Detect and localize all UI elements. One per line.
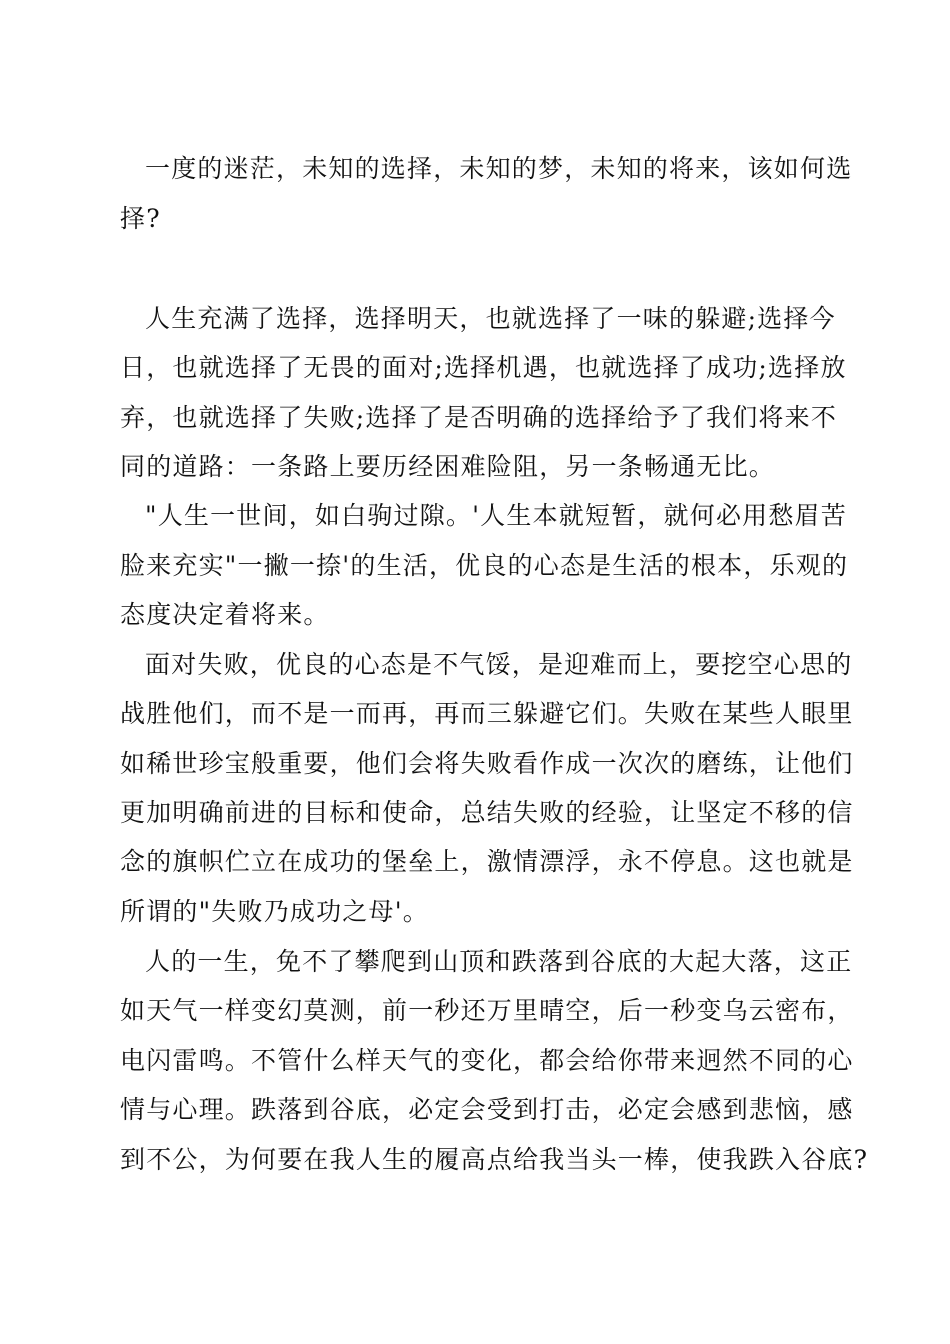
text-line: 念的旗帜伫立在成功的堡垒上，激情漂浮，永不停息。这也就是: [120, 847, 854, 876]
text-line: 择?: [120, 204, 161, 233]
text-line: 一度的迷茫，未知的选择，未知的梦，未知的将来，该如何选: [145, 154, 853, 183]
text-line: 同的道路：一条路上要历经困难险阻，另一条畅通无比。: [120, 452, 776, 481]
text-line: 如稀世珍宝般重要，他们会将失败看作成一次次的磨练，让他们: [120, 749, 854, 778]
text-line: 如天气一样变幻莫测，前一秒还万里晴空，后一秒变乌云密布，: [120, 996, 854, 1025]
text-line: 人的一生，免不了攀爬到山顶和跌落到谷底的大起大落，这正: [145, 947, 853, 976]
text-line: 日，也就选择了无畏的面对;选择机遇，也就选择了成功;选择放: [120, 353, 847, 382]
text-line: "人生一世间，如白驹过隙。'人生本就短暂，就何必用愁眉苦: [145, 501, 847, 530]
text-line: 态度决定着将来。: [120, 600, 330, 629]
text-line: 弃，也就选择了失败;选择了是否明确的选择给予了我们将来不: [120, 403, 838, 432]
text-line: 所谓的"失败乃成功之母'。: [120, 897, 429, 926]
text-line: 面对失败，优良的心态是不气馁，是迎难而上，要挖空心思的: [145, 650, 853, 679]
text-line: 脸来充实"一撇一捺'的生活，优良的心态是生活的根本，乐观的: [120, 551, 849, 580]
text-line: 情与心理。跌落到谷底，必定会受到打击，必定会感到悲恼，感: [120, 1095, 854, 1124]
text-line: 战胜他们，而不是一而再，再而三躲避它们。失败在某些人眼里: [120, 699, 854, 728]
text-line: 电闪雷鸣。不管什么样天气的变化，都会给你带来迥然不同的心: [120, 1046, 854, 1075]
text-line: 人生充满了选择，选择明天，也就选择了一味的躲避;选择今: [145, 304, 836, 333]
text-line: 到不公，为何要在我人生的履高点给我当头一棒，使我跌入谷底?: [120, 1145, 869, 1174]
text-line: 更加明确前进的目标和使命，总结失败的经验，让坚定不移的信: [120, 798, 854, 827]
